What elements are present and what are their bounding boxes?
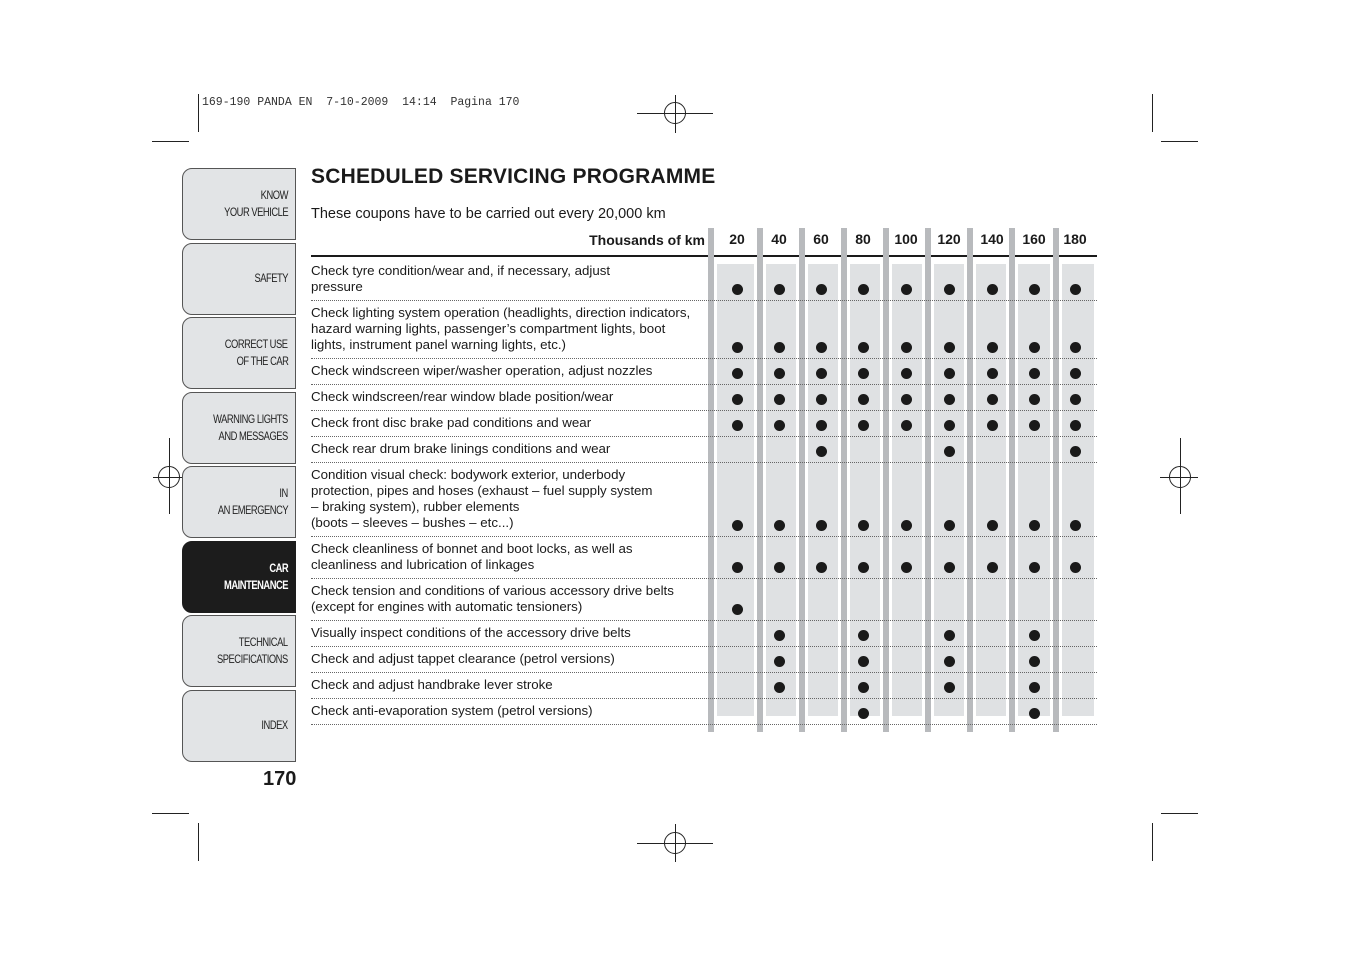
row-description-line: Check tyre condition/wear and, if necessary, adjust <box>311 263 611 278</box>
tab-label: YOUR VEHICLE <box>223 205 288 219</box>
km-header-80: 80 <box>855 231 871 247</box>
service-check-mark <box>858 630 869 641</box>
row-description-line: (except for engines with automatic tensioners) <box>311 599 583 614</box>
row-description-line: Check windscreen wiper/washer operation, adjust nozzles <box>311 363 653 378</box>
row-description <box>311 467 711 531</box>
service-check-mark <box>944 420 955 431</box>
row-description-line: Check and adjust handbrake lever stroke <box>311 677 553 692</box>
service-check-mark <box>774 656 785 667</box>
service-check-mark <box>858 562 869 573</box>
service-check-mark <box>858 708 869 719</box>
tab-label: CORRECT USE <box>225 337 288 351</box>
row-description <box>311 625 711 641</box>
table-row <box>311 258 1097 301</box>
tab-technical-specifications[interactable] <box>182 615 296 687</box>
row-description-line: cleanliness and lubrication of linkages <box>311 557 535 572</box>
service-check-mark <box>987 562 998 573</box>
service-check-mark <box>732 394 743 405</box>
row-description <box>311 583 711 615</box>
service-check-mark <box>1070 368 1081 379</box>
service-check-mark <box>774 420 785 431</box>
service-check-mark <box>774 630 785 641</box>
service-check-mark <box>987 420 998 431</box>
service-check-mark <box>1070 446 1081 457</box>
service-check-mark <box>1029 656 1040 667</box>
service-check-mark <box>944 394 955 405</box>
service-check-mark <box>732 342 743 353</box>
service-check-mark <box>774 284 785 295</box>
service-check-mark <box>944 284 955 295</box>
row-description-line: Check tension and conditions of various accessory drive belts <box>311 583 674 598</box>
servicing-table <box>311 228 1097 732</box>
row-description-line: Check rear drum brake linings conditions and wear <box>311 441 611 456</box>
service-check-mark <box>1029 708 1040 719</box>
tab-label: SPECIFICATIONS <box>217 652 288 666</box>
table-row <box>311 300 1097 359</box>
service-check-mark <box>987 284 998 295</box>
service-check-mark <box>1029 284 1040 295</box>
service-check-mark <box>901 520 912 531</box>
service-check-mark <box>774 562 785 573</box>
table-row <box>311 358 1097 385</box>
tab-label: KNOW <box>260 188 288 202</box>
row-description-line: Check windscreen/rear window blade position/wear <box>311 389 614 404</box>
service-check-mark <box>732 520 743 531</box>
service-check-mark <box>816 446 827 457</box>
km-header-180: 180 <box>1063 231 1087 247</box>
tab-warning-lights-and-messages[interactable] <box>182 392 296 464</box>
service-check-mark <box>774 394 785 405</box>
service-check-mark <box>816 420 827 431</box>
service-check-mark <box>1029 682 1040 693</box>
service-check-mark <box>774 520 785 531</box>
service-check-mark <box>774 368 785 379</box>
table-row <box>311 578 1097 621</box>
row-description <box>311 651 711 667</box>
service-check-mark <box>858 656 869 667</box>
service-check-mark <box>987 520 998 531</box>
service-check-mark <box>944 562 955 573</box>
service-check-mark <box>816 342 827 353</box>
tab-label: AND MESSAGES <box>218 428 288 443</box>
tab-label: CAR <box>269 560 288 575</box>
row-description-line: pressure <box>311 279 363 294</box>
service-check-mark <box>858 342 869 353</box>
row-description <box>311 441 711 457</box>
service-check-mark <box>858 520 869 531</box>
row-description <box>311 305 711 353</box>
km-header-60: 60 <box>813 231 829 247</box>
service-check-mark <box>732 604 743 615</box>
service-check-mark <box>901 394 912 405</box>
service-check-mark <box>944 446 955 457</box>
tab-index[interactable] <box>182 690 296 762</box>
row-description <box>311 677 711 693</box>
service-check-mark <box>1029 368 1040 379</box>
row-description-line: hazard warning lights, passenger’s compartment lights, boot <box>311 321 666 336</box>
service-check-mark <box>858 394 869 405</box>
service-check-mark <box>1070 420 1081 431</box>
service-check-mark <box>1029 342 1040 353</box>
service-check-mark <box>1029 394 1040 405</box>
km-header-120: 120 <box>937 231 961 247</box>
header-rule <box>311 255 1097 257</box>
service-check-mark <box>732 284 743 295</box>
table-row <box>311 672 1097 699</box>
row-description-line: (boots – sleeves – bushes – etc...) <box>311 515 514 530</box>
service-check-mark <box>1070 562 1081 573</box>
km-header-label: Thousands of km <box>589 232 705 248</box>
service-check-mark <box>944 630 955 641</box>
service-check-mark <box>732 420 743 431</box>
tab-label: WARNING LIGHTS <box>213 411 288 426</box>
row-description-line: Check anti-evaporation system (petrol versions) <box>311 703 593 718</box>
service-check-mark <box>987 368 998 379</box>
service-check-mark <box>816 520 827 531</box>
service-check-mark <box>858 682 869 693</box>
service-check-mark <box>816 368 827 379</box>
service-check-mark <box>1029 630 1040 641</box>
service-check-mark <box>901 562 912 573</box>
tab-label: OF THE CAR <box>236 354 288 368</box>
row-description-line: Condition visual check: bodywork exterior, underbody <box>311 467 626 482</box>
service-check-mark <box>774 342 785 353</box>
service-check-mark <box>816 394 827 405</box>
service-check-mark <box>987 394 998 405</box>
service-check-mark <box>732 562 743 573</box>
tab-label: SAFETY <box>254 271 288 285</box>
service-check-mark <box>858 420 869 431</box>
service-check-mark <box>732 368 743 379</box>
service-check-mark <box>1029 562 1040 573</box>
service-check-mark <box>816 562 827 573</box>
tab-label: INDEX <box>261 718 288 732</box>
table-row <box>311 646 1097 673</box>
row-description <box>311 389 711 405</box>
service-check-mark <box>1070 394 1081 405</box>
page-subtitle: These coupons have to be carried out every 20,000 km <box>311 206 666 222</box>
service-check-mark <box>1070 342 1081 353</box>
table-row <box>311 410 1097 437</box>
service-check-mark <box>1029 520 1040 531</box>
service-check-mark <box>1070 284 1081 295</box>
service-check-mark <box>816 284 827 295</box>
km-header-160: 160 <box>1022 231 1046 247</box>
service-check-mark <box>901 420 912 431</box>
service-check-mark <box>944 520 955 531</box>
service-check-mark <box>944 342 955 353</box>
service-check-mark <box>987 342 998 353</box>
tab-know-your-vehicle[interactable] <box>182 168 296 240</box>
service-check-mark <box>901 284 912 295</box>
service-check-mark <box>901 342 912 353</box>
km-header-40: 40 <box>771 231 787 247</box>
tab-label: TECHNICAL <box>239 635 288 649</box>
table-row <box>311 536 1097 579</box>
service-check-mark <box>901 368 912 379</box>
service-check-mark <box>1029 420 1040 431</box>
km-header-20: 20 <box>729 231 745 247</box>
tab-label: MAINTENANCE <box>223 577 288 592</box>
service-check-mark <box>944 368 955 379</box>
print-header: 169-190 PANDA EN 7-10-2009 14:14 Pagina 170 <box>202 96 520 109</box>
page-title: SCHEDULED SERVICING PROGRAMME <box>311 165 716 188</box>
row-description-line: Check front disc brake pad conditions and wear <box>311 415 592 430</box>
service-check-mark <box>1070 520 1081 531</box>
table-row <box>311 436 1097 463</box>
km-header-100: 100 <box>894 231 918 247</box>
service-check-mark <box>944 656 955 667</box>
service-check-mark <box>774 682 785 693</box>
km-header-140: 140 <box>980 231 1004 247</box>
service-check-mark <box>944 682 955 693</box>
row-description-line: protection, pipes and hoses (exhaust – fuel supply system <box>311 483 653 498</box>
row-description <box>311 415 711 431</box>
service-check-mark <box>858 284 869 295</box>
row-description <box>311 541 711 573</box>
row-description-line: lights, instrument panel warning lights, etc.) <box>311 337 566 352</box>
table-row <box>311 462 1097 537</box>
service-check-mark <box>858 368 869 379</box>
tab-car-maintenance[interactable] <box>182 541 296 613</box>
row-description-line: Check lighting system operation (headlights, direction indicators, <box>311 305 691 320</box>
row-description-line: Check cleanliness of bonnet and boot locks, as well as <box>311 541 633 556</box>
tab-label: IN <box>279 486 288 500</box>
table-row <box>311 620 1097 647</box>
row-description <box>311 363 711 379</box>
row-description-line: Check and adjust tappet clearance (petrol versions) <box>311 651 615 666</box>
table-row <box>311 384 1097 411</box>
row-description <box>311 703 711 719</box>
tab-in-an-emergency[interactable] <box>182 466 296 538</box>
table-row <box>311 698 1097 725</box>
row-description-line: – braking system), rubber elements <box>311 499 520 514</box>
tab-correct-use-of-the-car[interactable] <box>182 317 296 389</box>
page-number: 170 <box>263 768 297 790</box>
tab-safety[interactable] <box>182 243 296 315</box>
row-description-line: Visually inspect conditions of the accessory drive belts <box>311 625 631 640</box>
tab-label: AN EMERGENCY <box>217 503 288 517</box>
row-description <box>311 263 711 295</box>
